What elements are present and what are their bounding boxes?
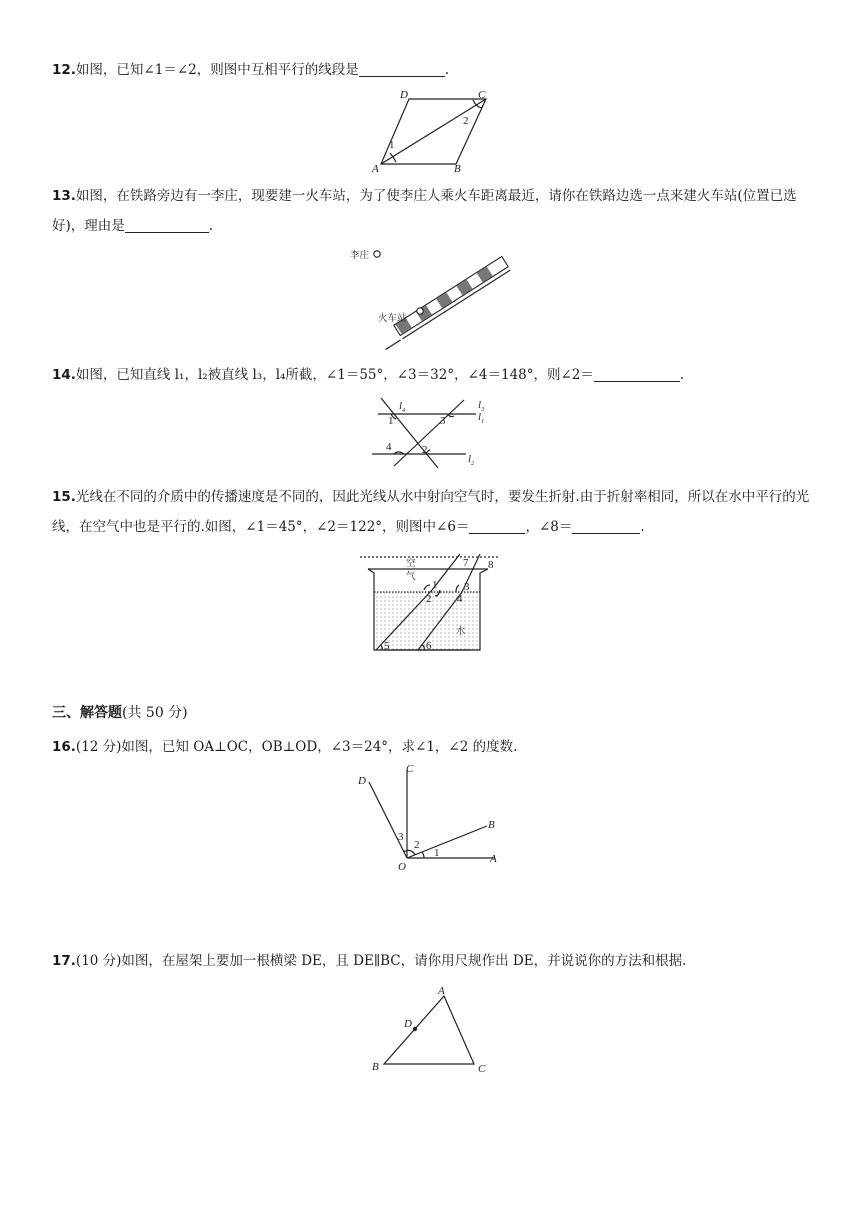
answer-blank[interactable]: [594, 365, 680, 382]
figure-railway: [346, 244, 516, 350]
question-number: 15.: [52, 489, 76, 505]
question-text: 如图，已知∠1＝∠2，则图中互相平行的线段是: [75, 62, 359, 78]
figure-intersecting-lines: [368, 392, 498, 470]
angle-4-label: 4: [457, 593, 463, 605]
answer-blank-angle8[interactable]: [572, 517, 640, 534]
answer-blank[interactable]: [359, 60, 445, 77]
question-number: 16.: [52, 739, 76, 755]
line-l1-label: $l_1$: [478, 411, 485, 425]
question-text: (10 分)如图，在屋架上要加一根横梁 DE，且 DE∥BC，请你用尺规作出 DE，并说说你的方法和根据.: [75, 953, 687, 969]
question-14: 14.如图，已知直线 l₁，l₂被直线 l₃，l₄所截，∠1＝55°，∠3＝32°，∠4＝148°，则∠2＝ .: [52, 367, 685, 383]
label-D: D: [404, 1018, 412, 1030]
label-A: A: [372, 163, 379, 174]
water-label: 水: [456, 626, 466, 637]
question-text: 如图，在铁路旁边有一李庄，现要建一火车站，为了使李庄人乘火车距离最近，请你在铁路边选一点来建火车站(位置已选好)，理由是: [52, 188, 797, 234]
question-number: 17.: [52, 953, 76, 969]
figure-perpendicular-angles: [352, 760, 512, 876]
angle-3-label: 3: [398, 831, 404, 843]
label-D: D: [358, 775, 366, 787]
angle-5-label: 5: [384, 640, 390, 652]
line-l3-label: $l_3$: [478, 399, 485, 413]
village-marker: [374, 251, 380, 257]
angle-2-label: 2: [414, 839, 420, 851]
village-label: 李庄: [350, 250, 370, 261]
angle-2-label: 2: [463, 115, 469, 127]
station-marker: [417, 308, 423, 314]
answer-blank-angle6[interactable]: [469, 517, 525, 534]
air-label-2: 气: [406, 571, 416, 582]
line-l4-label: $l_4$: [399, 400, 406, 414]
label-A: A: [490, 853, 497, 865]
question-text: 如图，已知直线 l₁，l₂被直线 l₃，l₄所截，∠1＝55°，∠3＝32°，∠4＝148°，则∠2＝: [75, 367, 594, 383]
angle-8-label: 8: [488, 559, 494, 571]
question-12: 12.如图，已知∠1＝∠2，则图中互相平行的线段是 .: [52, 62, 450, 78]
railway-track: [377, 257, 510, 350]
section-heading: 三、解答题(共 50 分): [52, 705, 188, 721]
station-label: 火车站: [378, 313, 407, 324]
label-B: B: [372, 1061, 379, 1073]
question-text: 光线在不同的介质中的传播速度是不同的，因此光线从水中射向空气时，要发生折射.由于折射率相同，所以在水中平行的光线，在空气中也是平行的.如图，∠1＝45°，∠2＝122°，则图中∠6＝: [52, 489, 810, 535]
angle-3-label: 3: [440, 415, 446, 427]
angle-2-label: 2: [426, 593, 432, 605]
figure-parallelogram: [366, 88, 496, 174]
angle-1-label: 1: [434, 847, 440, 859]
angle-3-label: 3: [464, 581, 470, 593]
question-text: (12 分)如图，已知 OA⊥OC，OB⊥OD，∠3＝24°，求∠1，∠2 的度数.: [75, 739, 518, 755]
question-number: 12.: [52, 62, 76, 78]
angle-6-label: 6: [426, 640, 432, 652]
figure-roof-truss: [362, 984, 494, 1076]
question-15: 15.光线在不同的介质中的传播速度是不同的，因此光线从水中射向空气时，要发生折射.由于折射率相同，所以在水中平行的光线，在空气中也是平行的.如图，∠1＝45°，∠2＝122°，则图中∠6＝ ，∠8＝ .: [52, 489, 810, 535]
label-A: A: [438, 985, 445, 997]
question-number: 14.: [52, 367, 76, 383]
question-number: 13.: [52, 188, 76, 204]
label-B: B: [454, 163, 461, 174]
air-label-1: 空: [406, 558, 416, 569]
figure-beaker-refraction: [360, 552, 500, 660]
label-C: C: [478, 89, 486, 101]
line-l2-label: $l_2$: [468, 453, 475, 467]
label-C: C: [478, 1063, 486, 1075]
question-16: [52, 732, 812, 762]
angle-2-label: 2: [422, 444, 428, 456]
answer-blank[interactable]: [125, 216, 209, 233]
question-13: 13.如图，在铁路旁边有一李庄，现要建一火车站，为了使李庄人乘火车距离最近，请你在铁路边选一点来建火车站(位置已选好)，理由是 .: [52, 188, 797, 234]
label-B: B: [488, 819, 495, 831]
angle-4-label: 4: [386, 441, 392, 453]
angle-1-label: 1: [389, 139, 395, 151]
angle-1-label: 1: [388, 415, 394, 427]
angle-7-label: 7: [463, 557, 469, 569]
question-17: [52, 946, 812, 976]
label-D: D: [400, 89, 408, 101]
label-O: O: [398, 861, 406, 873]
point-D: [413, 1027, 417, 1031]
label-C: C: [406, 763, 414, 775]
angle-1-label: 1: [432, 579, 438, 591]
